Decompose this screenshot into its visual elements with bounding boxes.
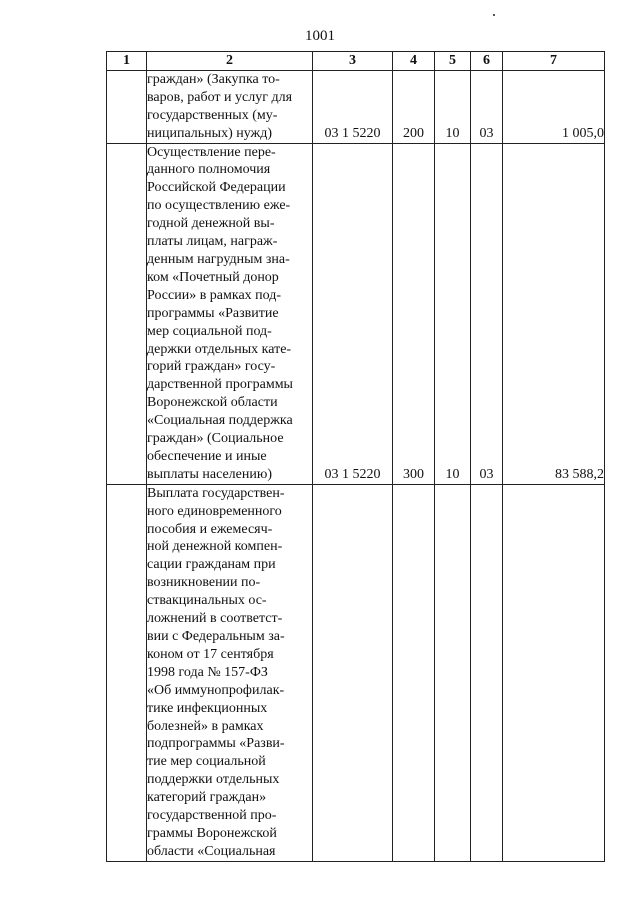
table-row bbox=[107, 484, 605, 861]
description-cell: граждан» (Закупка то- варов, работ и услуг для государственных (му- ниципальных) нужд) bbox=[147, 70, 313, 143]
section-cell: 10 bbox=[435, 143, 471, 484]
budget-table bbox=[106, 51, 605, 862]
target-code-cell: 03 1 5220 bbox=[313, 143, 393, 484]
col-header-1: 1 bbox=[107, 52, 147, 71]
header-row bbox=[107, 52, 605, 71]
amount-cell bbox=[503, 484, 605, 861]
subsection-cell: 03 bbox=[471, 143, 503, 484]
amount-cell: 1 005,0 bbox=[503, 70, 605, 143]
expense-type-cell: 300 bbox=[393, 143, 435, 484]
col-header-3: 3 bbox=[313, 52, 393, 71]
subsection-cell: 03 bbox=[471, 70, 503, 143]
col-header-7: 7 bbox=[503, 52, 605, 71]
section-cell: 10 bbox=[435, 70, 471, 143]
description-cell: Выплата государствен- ного единовременного пособия и ежемесяч- ной денежной компен- сации гражданам при возникновении по- ствакцинальных ос- ложнений в соответст- вии с Федеральным за- коном от 17 сентября 1998 года № 157-ФЗ «Об иммунопрофилак- тике инфекционных болезней» в рамках подпрограммы «Разви- тие мер социальной поддержки отдельных категорий граждан» государственной про- граммы Воронежской области «Социальная bbox=[147, 484, 313, 861]
col-header-5: 5 bbox=[435, 52, 471, 71]
table-row bbox=[107, 70, 605, 143]
section-cell bbox=[435, 484, 471, 861]
col-header-2: 2 bbox=[147, 52, 313, 71]
table-row bbox=[107, 143, 605, 484]
scan-speck bbox=[493, 14, 495, 16]
expense-type-cell: 200 bbox=[393, 70, 435, 143]
page-number: 1001 bbox=[305, 28, 335, 44]
description-cell: Осуществление пере- данного полномочия Российской Федерации по осуществлению еже- годной денежной вы- платы лицам, награж- денным нагрудным зна- ком «Почетный донор России» в рамках под- программы «Развитие мер социальной под- держки отдельных кате- горий граждан» госу- дарственной программы Воронежской области «Социальная поддержка граждан» (Социальное обеспечение и иные выплаты населению) bbox=[147, 143, 313, 484]
row-number-cell bbox=[107, 484, 147, 861]
row-number-cell bbox=[107, 70, 147, 143]
row-number-cell bbox=[107, 143, 147, 484]
subsection-cell bbox=[471, 484, 503, 861]
col-header-6: 6 bbox=[471, 52, 503, 71]
target-code-cell bbox=[313, 484, 393, 861]
amount-cell: 83 588,2 bbox=[503, 143, 605, 484]
target-code-cell: 03 1 5220 bbox=[313, 70, 393, 143]
col-header-4: 4 bbox=[393, 52, 435, 71]
expense-type-cell bbox=[393, 484, 435, 861]
